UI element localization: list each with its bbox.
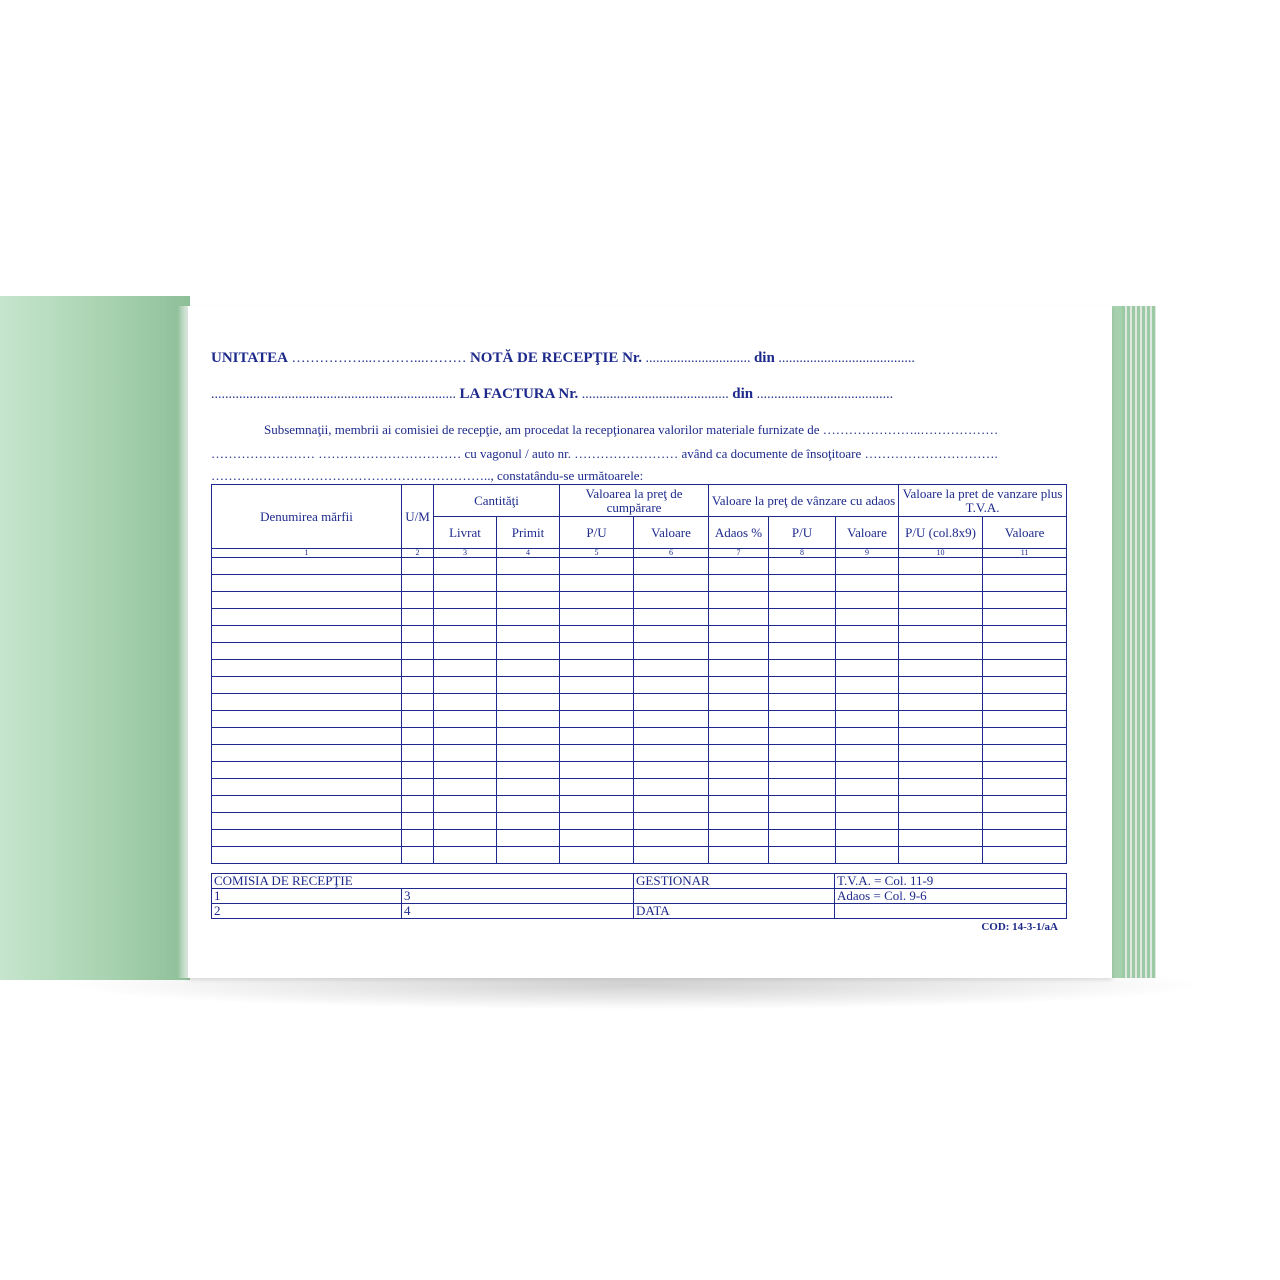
table-cell[interactable] <box>212 609 402 626</box>
col-number: 3 <box>434 549 497 558</box>
table-cell[interactable] <box>899 626 983 643</box>
table-cell[interactable] <box>836 796 899 813</box>
table-cell[interactable] <box>983 643 1067 660</box>
table-cell[interactable] <box>497 558 560 575</box>
table-row <box>212 762 1067 779</box>
table-cell[interactable] <box>836 558 899 575</box>
col-number: 2 <box>402 549 434 558</box>
table-cell[interactable] <box>709 609 769 626</box>
table-row <box>212 575 1067 592</box>
table-cell[interactable] <box>769 813 836 830</box>
table-cell[interactable] <box>212 813 402 830</box>
header-pu-vanzare: P/U <box>769 517 836 549</box>
col-number: 6 <box>634 549 709 558</box>
table-row <box>212 694 1067 711</box>
table-cell[interactable] <box>402 762 434 779</box>
markup-formula: Adaos = Col. 9-6 <box>835 889 1067 904</box>
table-cell[interactable] <box>899 728 983 745</box>
table-cell[interactable] <box>836 830 899 847</box>
table-cell[interactable] <box>634 847 709 864</box>
table-cell[interactable] <box>434 779 497 796</box>
date-field-1[interactable]: ....................................... <box>778 351 915 366</box>
table-cell[interactable] <box>983 762 1067 779</box>
table-cell[interactable] <box>899 830 983 847</box>
manager-label: GESTIONAR <box>634 874 835 889</box>
table-cell[interactable] <box>497 813 560 830</box>
table-cell[interactable] <box>402 711 434 728</box>
table-cell[interactable] <box>402 592 434 609</box>
table-cell[interactable] <box>434 558 497 575</box>
table-cell[interactable] <box>402 779 434 796</box>
unit-field[interactable]: ……………...………...……… <box>291 351 467 366</box>
table-cell[interactable] <box>497 745 560 762</box>
table-cell[interactable] <box>434 796 497 813</box>
table-cell[interactable] <box>212 677 402 694</box>
table-cell[interactable] <box>836 609 899 626</box>
table-cell[interactable] <box>983 779 1067 796</box>
table-cell[interactable] <box>560 711 634 728</box>
table-cell[interactable] <box>769 711 836 728</box>
table-cell[interactable] <box>899 558 983 575</box>
table-cell[interactable] <box>560 592 634 609</box>
table-cell[interactable] <box>212 694 402 711</box>
table-cell[interactable] <box>836 575 899 592</box>
table-cell[interactable] <box>497 779 560 796</box>
table-cell[interactable] <box>634 728 709 745</box>
col-number: 7 <box>709 549 769 558</box>
table-cell[interactable] <box>983 677 1067 694</box>
table-cell[interactable] <box>497 677 560 694</box>
table-cell[interactable] <box>560 677 634 694</box>
table-cell[interactable] <box>899 779 983 796</box>
table-cell[interactable] <box>497 609 560 626</box>
form-page <box>188 306 1112 978</box>
table-cell[interactable] <box>402 643 434 660</box>
table-cell[interactable] <box>402 745 434 762</box>
table-cell[interactable] <box>709 745 769 762</box>
table-cell[interactable] <box>769 847 836 864</box>
table-cell[interactable] <box>212 626 402 643</box>
manager-signature-cell[interactable] <box>634 889 835 904</box>
table-cell[interactable] <box>983 711 1067 728</box>
table-cell[interactable] <box>497 643 560 660</box>
table-row <box>212 711 1067 728</box>
table-cell[interactable] <box>560 796 634 813</box>
table-cell[interactable] <box>634 745 709 762</box>
table-cell[interactable] <box>434 643 497 660</box>
table-cell[interactable] <box>434 694 497 711</box>
table-cell[interactable] <box>899 592 983 609</box>
book-cover-left <box>0 296 190 980</box>
empty-footer-cell <box>835 904 1067 919</box>
table-cell[interactable] <box>402 694 434 711</box>
table-cell[interactable] <box>434 677 497 694</box>
header-valoare-tva: Valoare la pret de vanzare plus T.V.A. <box>899 485 1067 517</box>
table-cell[interactable] <box>560 779 634 796</box>
table-cell[interactable] <box>899 575 983 592</box>
table-cell[interactable] <box>434 813 497 830</box>
table-cell[interactable] <box>836 626 899 643</box>
table-cell[interactable] <box>212 643 402 660</box>
table-cell[interactable] <box>634 762 709 779</box>
col-number: 4 <box>497 549 560 558</box>
table-cell[interactable] <box>402 847 434 864</box>
table-row <box>212 779 1067 796</box>
table-cell[interactable] <box>709 677 769 694</box>
table-cell[interactable] <box>634 677 709 694</box>
header-valoare-cumparare: Valoarea la preţ de cumpărare <box>560 485 709 517</box>
table-cell[interactable] <box>769 592 836 609</box>
table-cell[interactable] <box>434 830 497 847</box>
table-cell[interactable] <box>899 847 983 864</box>
table-cell[interactable] <box>634 575 709 592</box>
table-cell[interactable] <box>899 660 983 677</box>
header-valoare-vanzare: Valoare la preţ de vânzare cu adaos <box>709 485 899 517</box>
form-code: COD: 14-3-1/aA <box>981 921 1058 933</box>
table-cell[interactable] <box>709 813 769 830</box>
table-row <box>212 728 1067 745</box>
table-cell[interactable] <box>434 711 497 728</box>
table-cell[interactable] <box>560 609 634 626</box>
table-cell[interactable] <box>709 779 769 796</box>
body-text-line-3: ……………………………………………………….., constatându-se următoarele: <box>211 468 644 483</box>
footer-table <box>211 873 1067 919</box>
vat-formula: T.V.A. = Col. 11-9 <box>835 874 1067 889</box>
table-cell[interactable] <box>212 728 402 745</box>
member-3[interactable]: 3 <box>402 889 634 904</box>
table-cell[interactable] <box>402 830 434 847</box>
header-line-1 <box>211 350 1071 367</box>
din-label-2: din <box>732 386 754 402</box>
table-cell[interactable] <box>560 762 634 779</box>
table-cell[interactable] <box>212 711 402 728</box>
col-number: 5 <box>560 549 634 558</box>
table-row <box>212 609 1067 626</box>
table-row <box>212 677 1067 694</box>
table-row <box>212 592 1067 609</box>
table-cell[interactable] <box>212 847 402 864</box>
table-cell[interactable] <box>709 694 769 711</box>
table-cell[interactable] <box>769 660 836 677</box>
table-cell[interactable] <box>497 796 560 813</box>
table-cell[interactable] <box>899 609 983 626</box>
table-cell[interactable] <box>899 813 983 830</box>
empty-rows <box>212 558 1067 864</box>
table-cell[interactable] <box>709 575 769 592</box>
table-cell[interactable] <box>769 779 836 796</box>
table-cell[interactable] <box>709 830 769 847</box>
table-cell[interactable] <box>497 847 560 864</box>
member-1[interactable]: 1 <box>212 889 402 904</box>
table-cell[interactable] <box>212 660 402 677</box>
body-text-line-1: Subsemnaţii, membrii ai comisiei de recepţie, am procedat la recepţionarea valorilor materiale furnizate de …………………..……………… <box>264 422 999 437</box>
table-cell[interactable] <box>899 745 983 762</box>
table-cell[interactable] <box>634 813 709 830</box>
goods-table <box>211 484 1067 864</box>
unit-label: UNITATEA <box>211 350 288 366</box>
table-cell[interactable] <box>497 592 560 609</box>
table-cell[interactable] <box>709 796 769 813</box>
table-row <box>212 745 1067 762</box>
table-cell[interactable] <box>836 779 899 796</box>
col-number: 8 <box>769 549 836 558</box>
table-cell[interactable] <box>769 626 836 643</box>
table-cell[interactable] <box>634 830 709 847</box>
table-cell[interactable] <box>212 779 402 796</box>
table-cell[interactable] <box>634 626 709 643</box>
table-cell[interactable] <box>836 813 899 830</box>
header-valoare-cumparare-col: Valoare <box>634 517 709 549</box>
table-cell[interactable] <box>560 558 634 575</box>
table-cell[interactable] <box>983 575 1067 592</box>
col-number: 11 <box>983 549 1067 558</box>
table-cell[interactable] <box>497 575 560 592</box>
table-cell[interactable] <box>709 592 769 609</box>
table-cell[interactable] <box>983 626 1067 643</box>
table-cell[interactable] <box>402 626 434 643</box>
form-title: NOTĂ DE RECEPŢIE Nr. <box>469 350 642 366</box>
table-cell[interactable] <box>836 762 899 779</box>
table-cell[interactable] <box>709 847 769 864</box>
table-cell[interactable] <box>983 847 1067 864</box>
table-cell[interactable] <box>560 745 634 762</box>
table-cell[interactable] <box>836 643 899 660</box>
table-cell[interactable] <box>560 660 634 677</box>
table-cell[interactable] <box>769 762 836 779</box>
table-cell[interactable] <box>983 558 1067 575</box>
header-pu-cumparare: P/U <box>560 517 634 549</box>
table-cell[interactable] <box>560 575 634 592</box>
table-cell[interactable] <box>769 643 836 660</box>
header-denumire: Denumirea mărfii <box>212 485 402 549</box>
table-cell[interactable] <box>434 728 497 745</box>
table-cell[interactable] <box>402 609 434 626</box>
table-row <box>212 558 1067 575</box>
table-cell[interactable] <box>402 575 434 592</box>
table-cell[interactable] <box>983 728 1067 745</box>
member-2[interactable]: 2 <box>212 904 402 919</box>
date-field-2[interactable]: ....................................... <box>756 387 894 402</box>
table-cell[interactable] <box>983 745 1067 762</box>
table-row <box>212 813 1067 830</box>
table-cell[interactable] <box>634 779 709 796</box>
invoice-label: LA FACTURA Nr. <box>459 386 579 402</box>
table-cell[interactable] <box>899 694 983 711</box>
table-cell[interactable] <box>560 694 634 711</box>
table-cell[interactable] <box>634 796 709 813</box>
header-pu-tva: P/U (col.8x9) <box>899 517 983 549</box>
table-cell[interactable] <box>836 711 899 728</box>
supplier-field[interactable]: ...................................................................... <box>211 387 456 402</box>
table-cell[interactable] <box>709 643 769 660</box>
table-row <box>212 830 1067 847</box>
table-cell[interactable] <box>709 660 769 677</box>
table-cell[interactable] <box>769 728 836 745</box>
header-livrat: Livrat <box>434 517 497 549</box>
table-cell[interactable] <box>497 711 560 728</box>
table-cell[interactable] <box>836 728 899 745</box>
table-cell[interactable] <box>634 643 709 660</box>
table-cell[interactable] <box>634 592 709 609</box>
commission-label: COMISIA DE RECEPŢIE <box>212 874 634 889</box>
table-cell[interactable] <box>836 694 899 711</box>
table-cell[interactable] <box>434 745 497 762</box>
table-cell[interactable] <box>836 677 899 694</box>
col-number: 1 <box>212 549 402 558</box>
table-cell[interactable] <box>983 592 1067 609</box>
table-cell[interactable] <box>899 796 983 813</box>
table-cell[interactable] <box>434 609 497 626</box>
table-cell[interactable] <box>769 796 836 813</box>
col-number: 10 <box>899 549 983 558</box>
table-cell[interactable] <box>402 677 434 694</box>
table-cell[interactable] <box>634 660 709 677</box>
table-cell[interactable] <box>560 728 634 745</box>
table-cell[interactable] <box>983 660 1067 677</box>
header-valoare-vanzare-col: Valoare <box>836 517 899 549</box>
table-cell[interactable] <box>899 643 983 660</box>
table-cell[interactable] <box>983 694 1067 711</box>
header-um: U/M <box>402 485 434 549</box>
table-cell[interactable] <box>402 558 434 575</box>
table-cell[interactable] <box>836 745 899 762</box>
header-cantitati: Cantităţi <box>434 485 560 517</box>
table-cell[interactable] <box>560 847 634 864</box>
date-label: DATA <box>634 904 835 919</box>
table-row <box>212 796 1067 813</box>
table-cell[interactable] <box>899 711 983 728</box>
table-cell[interactable] <box>634 711 709 728</box>
table-cell[interactable] <box>212 745 402 762</box>
table-row <box>212 643 1067 660</box>
table-cell[interactable] <box>212 830 402 847</box>
table-cell[interactable] <box>402 813 434 830</box>
table-cell[interactable] <box>497 626 560 643</box>
table-cell[interactable] <box>402 796 434 813</box>
table-cell[interactable] <box>836 592 899 609</box>
table-cell[interactable] <box>434 592 497 609</box>
table-cell[interactable] <box>769 558 836 575</box>
table-cell[interactable] <box>212 558 402 575</box>
table-cell[interactable] <box>434 626 497 643</box>
table-cell[interactable] <box>899 762 983 779</box>
din-label-1: din <box>753 350 775 366</box>
table-row <box>212 626 1067 643</box>
table-cell[interactable] <box>983 813 1067 830</box>
table-cell[interactable] <box>497 694 560 711</box>
column-numbers-row <box>212 549 1067 558</box>
header-line-2 <box>211 386 1071 403</box>
table-cell[interactable] <box>560 626 634 643</box>
table-cell[interactable] <box>497 660 560 677</box>
table-cell[interactable] <box>212 762 402 779</box>
table-cell[interactable] <box>497 830 560 847</box>
table-cell[interactable] <box>497 728 560 745</box>
table-cell[interactable] <box>434 847 497 864</box>
table-cell[interactable] <box>212 592 402 609</box>
table-cell[interactable] <box>212 575 402 592</box>
table-cell[interactable] <box>836 660 899 677</box>
table-cell[interactable] <box>634 694 709 711</box>
table-cell[interactable] <box>769 745 836 762</box>
table-cell[interactable] <box>560 813 634 830</box>
body-text-line-2: …………………… …………………………… cu vagonul / auto nr. …………………… având ca documente de însoţitoare …………………………. <box>211 446 998 461</box>
table-cell[interactable] <box>434 575 497 592</box>
table-cell[interactable] <box>634 558 709 575</box>
table-cell[interactable] <box>560 830 634 847</box>
invoice-nr-field[interactable]: .......................................... <box>581 387 729 402</box>
table-cell[interactable] <box>560 643 634 660</box>
header-adaos: Adaos % <box>709 517 769 549</box>
table-cell[interactable] <box>899 677 983 694</box>
table-row <box>212 847 1067 864</box>
table-cell[interactable] <box>769 830 836 847</box>
table-cell[interactable] <box>983 830 1067 847</box>
table-cell[interactable] <box>709 626 769 643</box>
table-cell[interactable] <box>402 728 434 745</box>
table-cell[interactable] <box>836 847 899 864</box>
table-cell[interactable] <box>212 796 402 813</box>
table-row <box>212 660 1067 677</box>
table-cell[interactable] <box>769 609 836 626</box>
table-cell[interactable] <box>434 660 497 677</box>
table-cell[interactable] <box>634 609 709 626</box>
table-cell[interactable] <box>769 677 836 694</box>
header-primit: Primit <box>497 517 560 549</box>
table-cell[interactable] <box>709 728 769 745</box>
book-spine <box>178 306 188 978</box>
table-cell[interactable] <box>709 558 769 575</box>
table-cell[interactable] <box>709 762 769 779</box>
table-cell[interactable] <box>769 575 836 592</box>
table-cell[interactable] <box>434 762 497 779</box>
table-cell[interactable] <box>497 762 560 779</box>
table-cell[interactable] <box>402 660 434 677</box>
table-cell[interactable] <box>769 694 836 711</box>
table-cell[interactable] <box>983 796 1067 813</box>
header-valoare-tva-col: Valoare <box>983 517 1067 549</box>
member-4[interactable]: 4 <box>402 904 634 919</box>
green-page-edge <box>1112 306 1122 978</box>
table-cell[interactable] <box>709 711 769 728</box>
table-cell[interactable] <box>983 609 1067 626</box>
col-number: 9 <box>836 549 899 558</box>
nr-field[interactable]: .............................. <box>645 351 751 366</box>
